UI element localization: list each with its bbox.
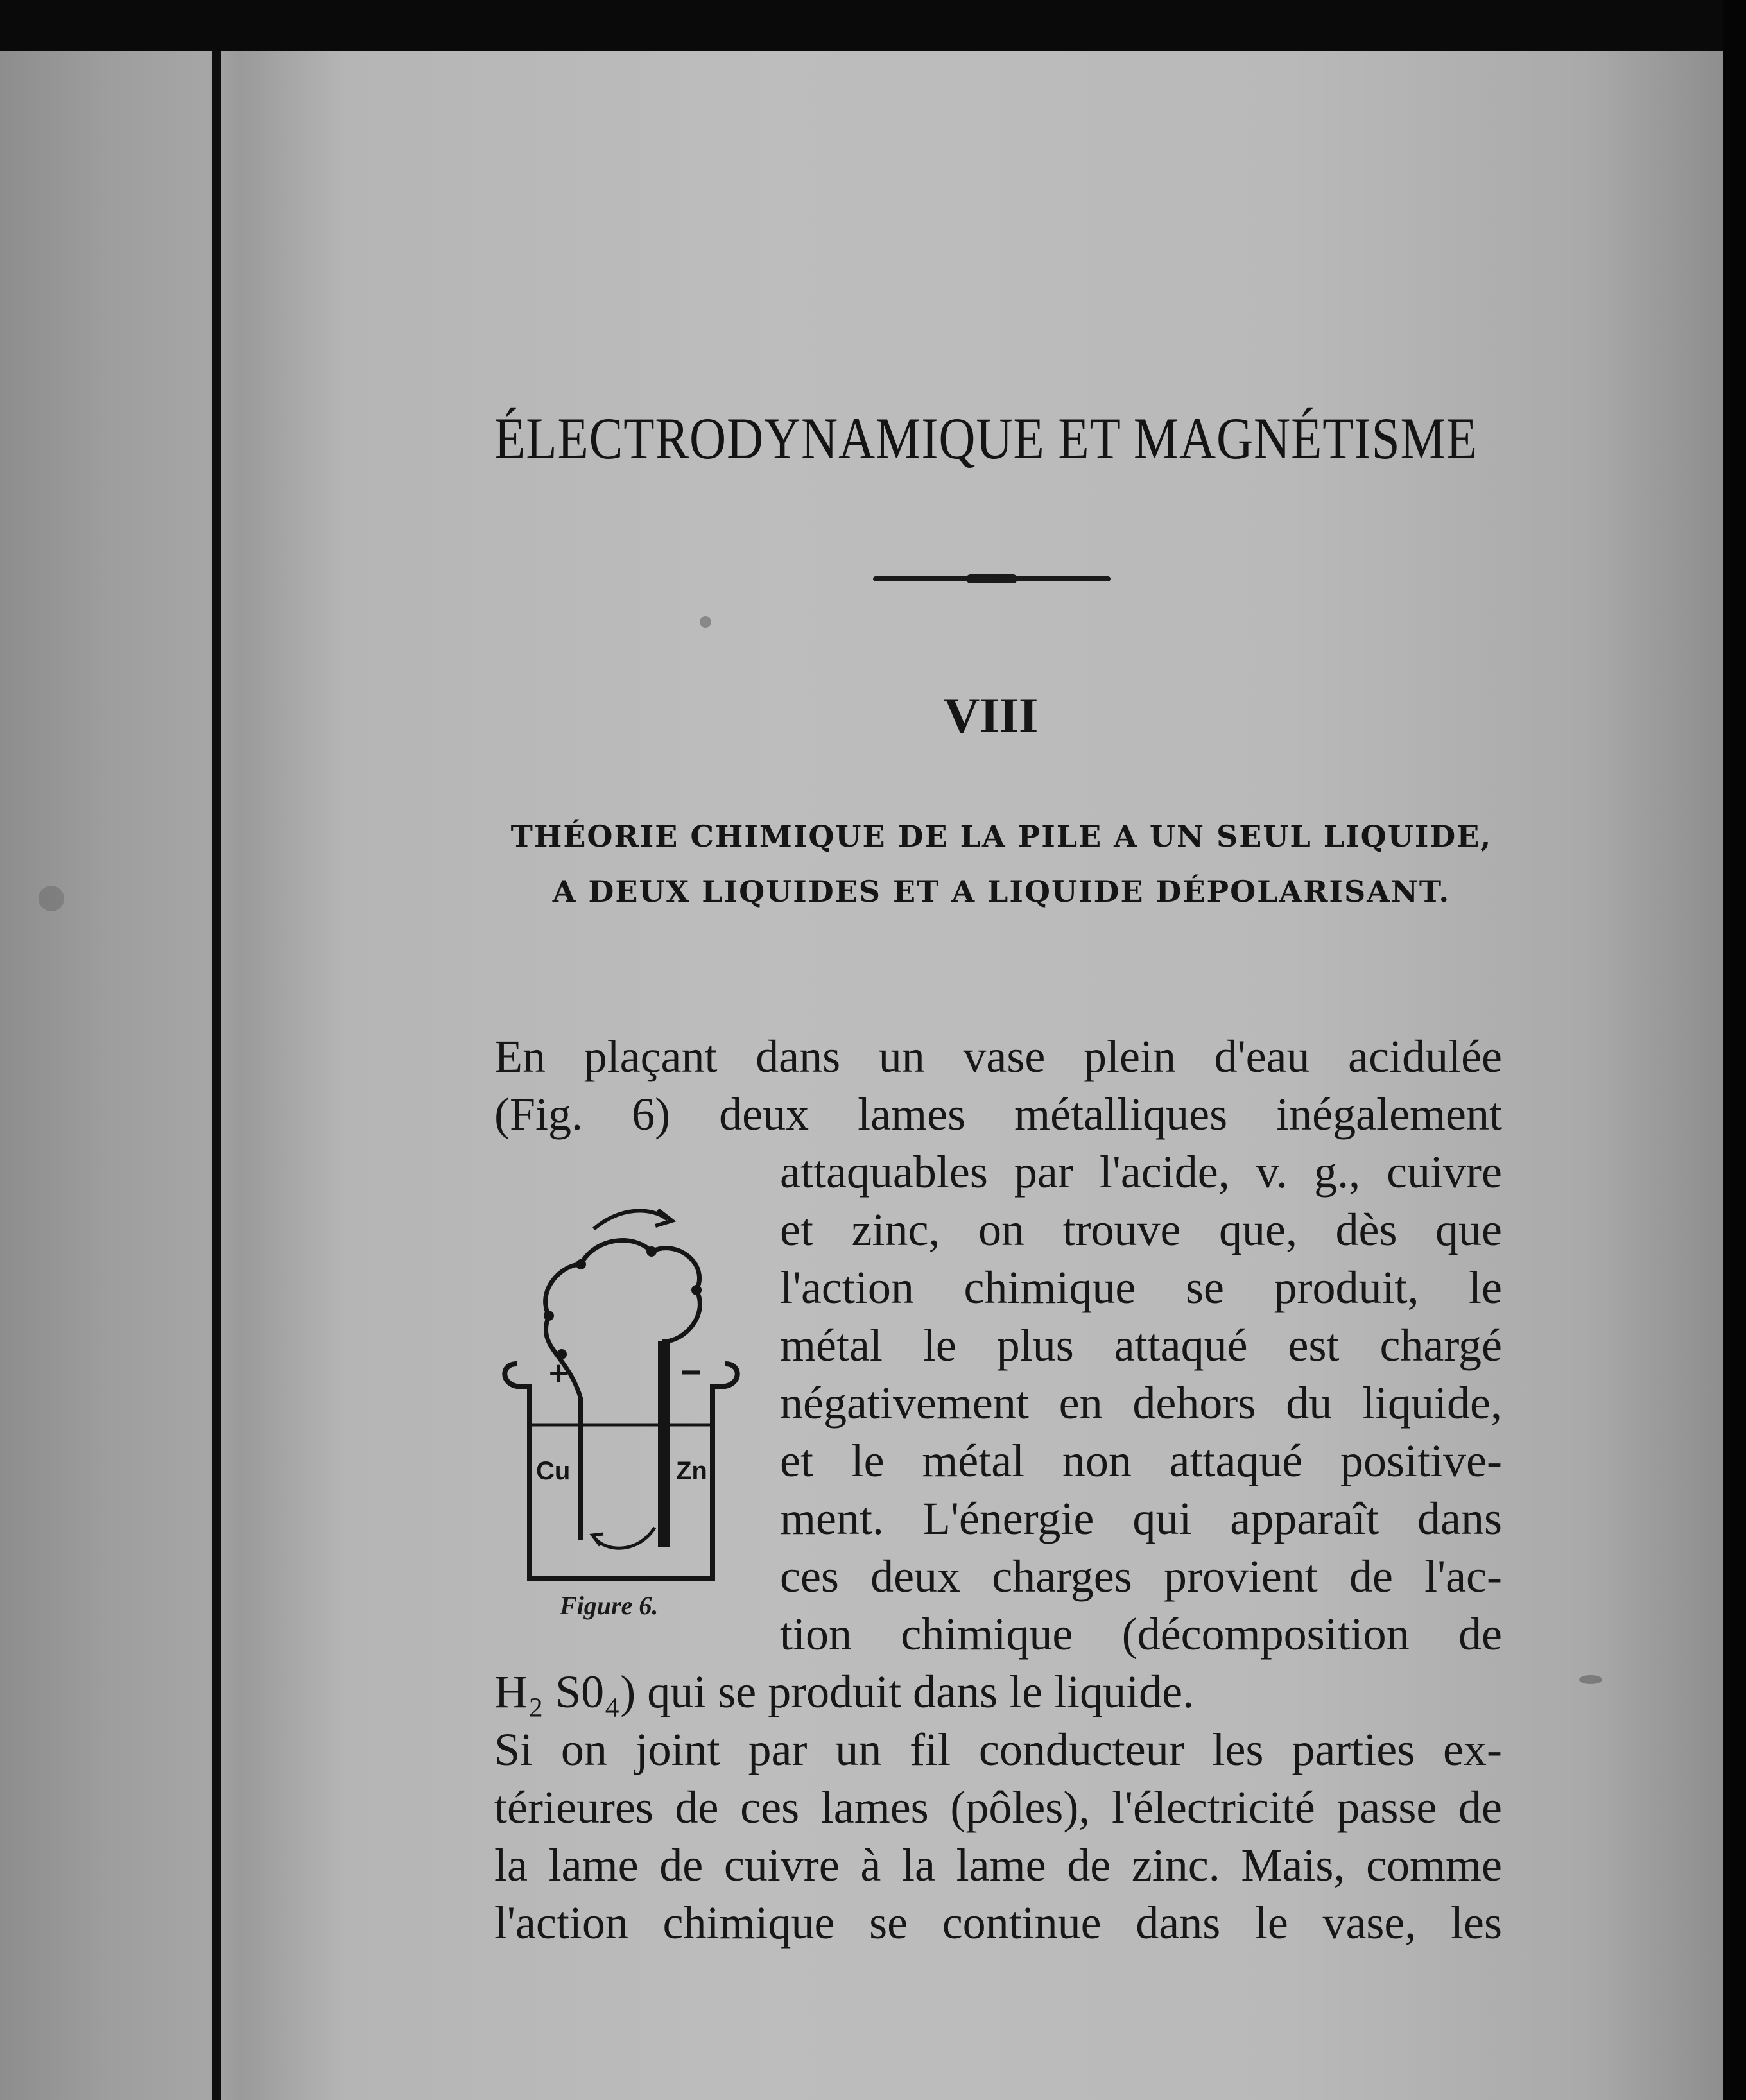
text-line: l'action chimique se produit, le bbox=[780, 1262, 1502, 1313]
text-line: Si on joint par un fil conducteur les parties ex- bbox=[494, 1724, 1502, 1775]
text-line: l'action chimique se continue dans le vase, les bbox=[494, 1897, 1502, 1949]
zinc-label: Zn bbox=[676, 1457, 707, 1485]
text-line: térieures de ces lames (pôles), l'électricité passe de bbox=[494, 1782, 1502, 1833]
text-line: et le métal non attaqué positive- bbox=[780, 1435, 1502, 1486]
book-gutter-edge bbox=[212, 51, 221, 2100]
figure-caption: Figure 6. bbox=[560, 1591, 659, 1620]
text-line: négativement en dehors du liquide, bbox=[780, 1377, 1502, 1429]
minus-label: − bbox=[680, 1352, 702, 1392]
text-line: et zinc, on trouve que, dès que bbox=[780, 1204, 1502, 1255]
text-line: ment. L'énergie qui apparaît dans bbox=[780, 1493, 1502, 1544]
text-line: attaquables par l'acide, v. g., cuivre bbox=[780, 1146, 1502, 1198]
text-line: H₂ S0₄) qui se produit dans le liquide. bbox=[494, 1666, 1195, 1717]
chapter-number: VIII bbox=[944, 687, 1039, 743]
plus-label: + bbox=[549, 1355, 569, 1392]
text-line: ces deux charges provient de l'ac- bbox=[780, 1551, 1502, 1602]
figure-battery-cell bbox=[497, 1194, 741, 1592]
text-line: tion chimique (décomposition de bbox=[780, 1608, 1502, 1660]
battery-cell-illustration bbox=[497, 1194, 741, 1592]
text-line: En plaçant dans un vase plein d'eau acidulée bbox=[494, 1031, 1502, 1082]
ink-speck bbox=[39, 886, 64, 911]
chapter-heading: THÉORIE CHIMIQUE DE LA PILE A UN SEUL LIQUIDE, A DEUX LIQUIDES ET A LIQUIDE DÉPOLARISANT. bbox=[510, 819, 1492, 909]
copper-label: Cu bbox=[536, 1457, 571, 1485]
running-title: ÉLECTRODYNAMIQUE ET MAGNÉTISME bbox=[494, 406, 1478, 471]
scan-border bbox=[1723, 0, 1746, 2100]
text-line: métal le plus attaqué est chargé bbox=[780, 1320, 1502, 1371]
ink-speck bbox=[700, 616, 711, 628]
ink-speck bbox=[1579, 1675, 1602, 1684]
text-line: la lame de cuivre à la lame de zinc. Mais, comme bbox=[494, 1839, 1502, 1891]
decorative-rule bbox=[873, 576, 1111, 581]
text-line: (Fig. 6) deux lames métalliques inégalement bbox=[494, 1089, 1502, 1140]
